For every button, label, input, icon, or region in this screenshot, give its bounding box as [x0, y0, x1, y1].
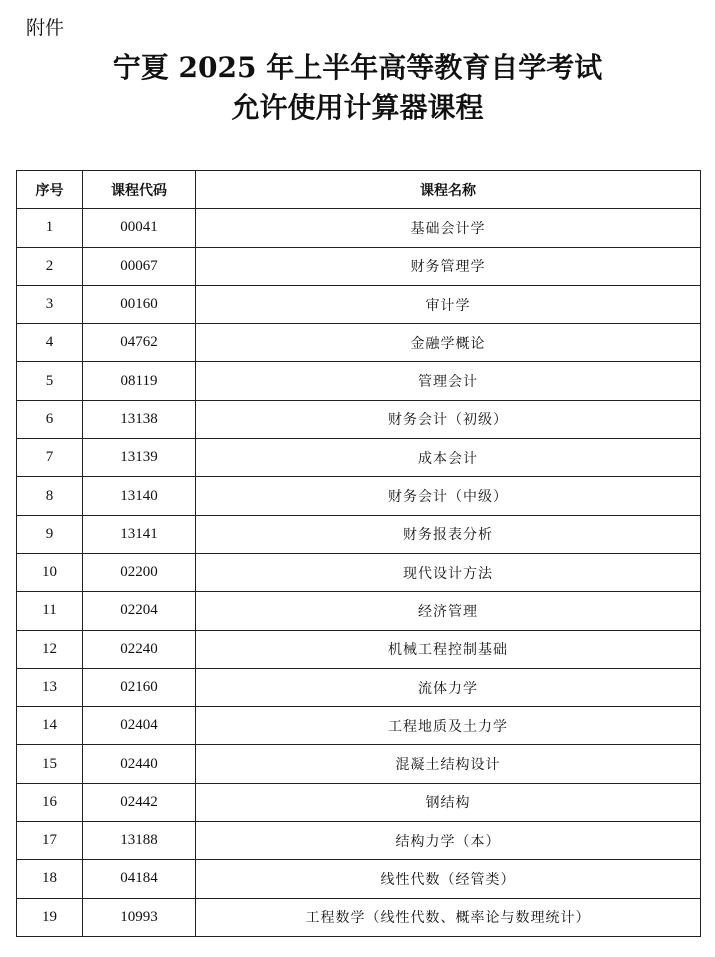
row-course-code: 13138 [83, 400, 196, 438]
row-course-name: 混凝土结构设计 [196, 745, 701, 783]
row-course-code: 00160 [83, 285, 196, 323]
header-index: 序号 [17, 171, 83, 209]
row-course-name: 成本会计 [196, 439, 701, 477]
row-course-code: 08119 [83, 362, 196, 400]
document-title [0, 48, 715, 128]
table-row [17, 783, 701, 821]
row-course-code: 02404 [83, 707, 196, 745]
row-course-name: 流体力学 [196, 668, 701, 706]
row-course-name: 钢结构 [196, 783, 701, 821]
table-row [17, 553, 701, 591]
table-row [17, 400, 701, 438]
row-course-name: 工程数学（线性代数、概率论与数理统计） [196, 898, 701, 936]
row-index: 4 [17, 324, 83, 362]
table-row [17, 745, 701, 783]
table-row [17, 515, 701, 553]
header-course-code: 课程代码 [83, 171, 196, 209]
row-course-code: 13140 [83, 477, 196, 515]
table-row [17, 209, 701, 247]
row-index: 13 [17, 668, 83, 706]
row-course-code: 04762 [83, 324, 196, 362]
table-row [17, 285, 701, 323]
row-index: 10 [17, 553, 83, 591]
table-header-row [17, 171, 701, 209]
row-course-code: 02442 [83, 783, 196, 821]
row-index: 8 [17, 477, 83, 515]
row-index: 7 [17, 439, 83, 477]
table-row [17, 247, 701, 285]
row-course-code: 02440 [83, 745, 196, 783]
row-course-code: 02204 [83, 592, 196, 630]
row-index: 1 [17, 209, 83, 247]
table-row [17, 630, 701, 668]
table-row [17, 477, 701, 515]
row-index: 3 [17, 285, 83, 323]
row-course-name: 金融学概论 [196, 324, 701, 362]
attachment-label: 附件 [26, 17, 65, 39]
row-index: 5 [17, 362, 83, 400]
row-course-name: 财务报表分析 [196, 515, 701, 553]
row-course-name: 财务会计（中级） [196, 477, 701, 515]
row-index: 18 [17, 860, 83, 898]
row-course-code: 00041 [83, 209, 196, 247]
table-row [17, 439, 701, 477]
row-index: 2 [17, 247, 83, 285]
row-course-name: 现代设计方法 [196, 553, 701, 591]
table-row [17, 898, 701, 936]
row-index: 12 [17, 630, 83, 668]
row-course-name: 机械工程控制基础 [196, 630, 701, 668]
row-course-code: 13141 [83, 515, 196, 553]
row-course-name: 结构力学（本） [196, 822, 701, 860]
row-course-code: 04184 [83, 860, 196, 898]
row-course-code: 10993 [83, 898, 196, 936]
table-row [17, 362, 701, 400]
table-row [17, 707, 701, 745]
row-index: 17 [17, 822, 83, 860]
row-index: 19 [17, 898, 83, 936]
row-course-name: 工程地质及土力学 [196, 707, 701, 745]
row-index: 6 [17, 400, 83, 438]
row-course-code: 02200 [83, 553, 196, 591]
row-course-code: 13139 [83, 439, 196, 477]
row-course-name: 财务管理学 [196, 247, 701, 285]
row-index: 16 [17, 783, 83, 821]
table-row [17, 324, 701, 362]
row-course-code: 13188 [83, 822, 196, 860]
row-course-name: 财务会计（初级） [196, 400, 701, 438]
row-course-name: 线性代数（经管类） [196, 860, 701, 898]
document-title-line-1: 宁夏 2025 年上半年高等教育自学考试 [112, 51, 603, 84]
table-row [17, 668, 701, 706]
row-course-name: 经济管理 [196, 592, 701, 630]
header-course-name: 课程名称 [196, 171, 701, 209]
table-row [17, 592, 701, 630]
document-title-line-2: 允许使用计算器课程 [231, 91, 484, 124]
row-course-code: 00067 [83, 247, 196, 285]
course-table [16, 170, 701, 937]
row-course-code: 02240 [83, 630, 196, 668]
row-index: 14 [17, 707, 83, 745]
row-index: 15 [17, 745, 83, 783]
row-course-name: 基础会计学 [196, 209, 701, 247]
row-index: 11 [17, 592, 83, 630]
row-course-code: 02160 [83, 668, 196, 706]
table-row [17, 822, 701, 860]
table-row [17, 860, 701, 898]
row-index: 9 [17, 515, 83, 553]
row-course-name: 审计学 [196, 285, 701, 323]
row-course-name: 管理会计 [196, 362, 701, 400]
